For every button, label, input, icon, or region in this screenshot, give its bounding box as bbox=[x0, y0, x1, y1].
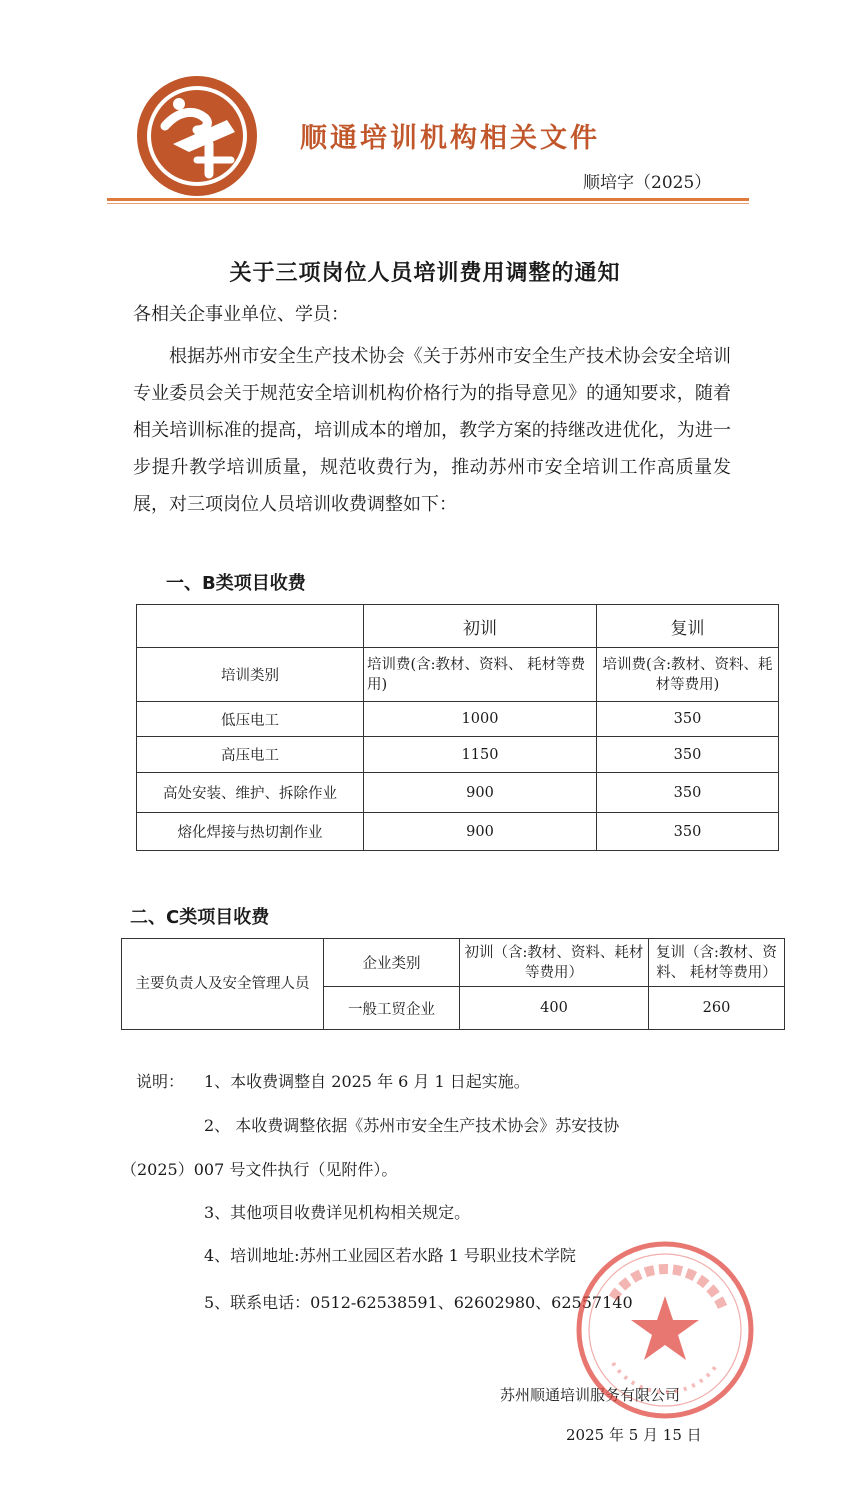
notice-body: 根据苏州市安全生产技术协会《关于苏州市安全生产技术协会安全培训专业委员会关于规范安全培训机构价格行为的指导意见》的通知要求，随着相关培训标准的提高，培训成本的增加，教学方案的持继改进优化，为进一步提升教学培训质量，规范收费行为，推动苏州市安全培训工作高质量发展，对三项岗位人员培训收费调整如下： bbox=[133, 346, 731, 515]
note-1: 1、本收费调整自 2025 年 6 月 1 日起实施。 bbox=[204, 1072, 530, 1091]
training-category: 高处安装、维护、拆除作业 bbox=[137, 773, 364, 813]
table-corner-cell bbox=[137, 605, 364, 648]
note-5: 5、联系电话：0512-62538591、62602980、62557140 bbox=[204, 1293, 633, 1312]
table-row bbox=[137, 813, 779, 851]
note-4: 4、培训地址:苏州工业园区若水路 1 号职业技术学院 bbox=[204, 1246, 576, 1265]
issuing-company: 苏州顺通培训服务有限公司 bbox=[500, 1386, 681, 1404]
initial-fee-description: 培训费(含:教材、资料、 耗材等费用) bbox=[364, 648, 597, 702]
organization-title: 顺通培训机构相关文件 bbox=[300, 123, 600, 154]
table-row bbox=[137, 702, 779, 737]
refresher-fee: 350 bbox=[597, 773, 779, 813]
note-2-continued: （2025）007 号文件执行（见附件）。 bbox=[121, 1160, 398, 1179]
initial-fee: 1150 bbox=[364, 737, 597, 773]
refresher-fee: 350 bbox=[597, 702, 779, 737]
notice-title: 关于三项岗位人员培训费用调整的通知 bbox=[229, 261, 621, 286]
table-row bbox=[137, 737, 779, 773]
col-enterprise-type: 企业类别 bbox=[324, 939, 460, 987]
header-divider bbox=[107, 198, 749, 201]
enterprise-type: 一般工贸企业 bbox=[324, 987, 460, 1030]
training-category: 熔化焊接与热切割作业 bbox=[137, 813, 364, 851]
section-c-heading: 二、C类项目收费 bbox=[130, 907, 270, 928]
document-number: 顺培字（2025） bbox=[583, 173, 712, 193]
notes-label: 说明： bbox=[136, 1072, 185, 1091]
col-refresher-training: 复训 bbox=[597, 605, 779, 648]
section-b-fee-table bbox=[136, 604, 779, 851]
logo-emblem-icon bbox=[135, 74, 259, 198]
initial-fee: 400 bbox=[460, 987, 649, 1030]
header-divider-thin bbox=[107, 203, 749, 204]
personnel-category: 主要负责人及安全管理人员 bbox=[122, 939, 324, 1030]
initial-fee: 1000 bbox=[364, 702, 597, 737]
refresher-fee: 350 bbox=[597, 813, 779, 851]
training-category: 低压电工 bbox=[137, 702, 364, 737]
col-initial-training: 初训（含:教材、资料、耗材等费用） bbox=[460, 939, 649, 987]
col-initial-training: 初训 bbox=[364, 605, 597, 648]
col-refresher-training: 复训（含:教材、资料、 耗材等费用） bbox=[649, 939, 785, 987]
company-seal-icon bbox=[573, 1238, 757, 1422]
issue-date: 2025 年 5 月 15 日 bbox=[566, 1426, 702, 1444]
initial-fee: 900 bbox=[364, 773, 597, 813]
refresher-fee-description: 培训费(含:教材、资料、耗材等费用) bbox=[597, 648, 779, 702]
refresher-fee: 350 bbox=[597, 737, 779, 773]
section-c-fee-table bbox=[121, 938, 785, 1030]
refresher-fee: 260 bbox=[649, 987, 785, 1030]
note-2: 2、 本收费调整依据《苏州市安全生产技术协会》苏安技协 bbox=[204, 1116, 620, 1135]
note-3: 3、其他项目收费详见机构相关规定。 bbox=[204, 1203, 471, 1222]
training-category: 高压电工 bbox=[137, 737, 364, 773]
salutation: 各相关企事业单位、学员： bbox=[133, 304, 349, 325]
initial-fee: 900 bbox=[364, 813, 597, 851]
section-b-heading: 一、B类项目收费 bbox=[166, 573, 306, 594]
table-row bbox=[137, 773, 779, 813]
row-header-category: 培训类别 bbox=[137, 648, 364, 702]
